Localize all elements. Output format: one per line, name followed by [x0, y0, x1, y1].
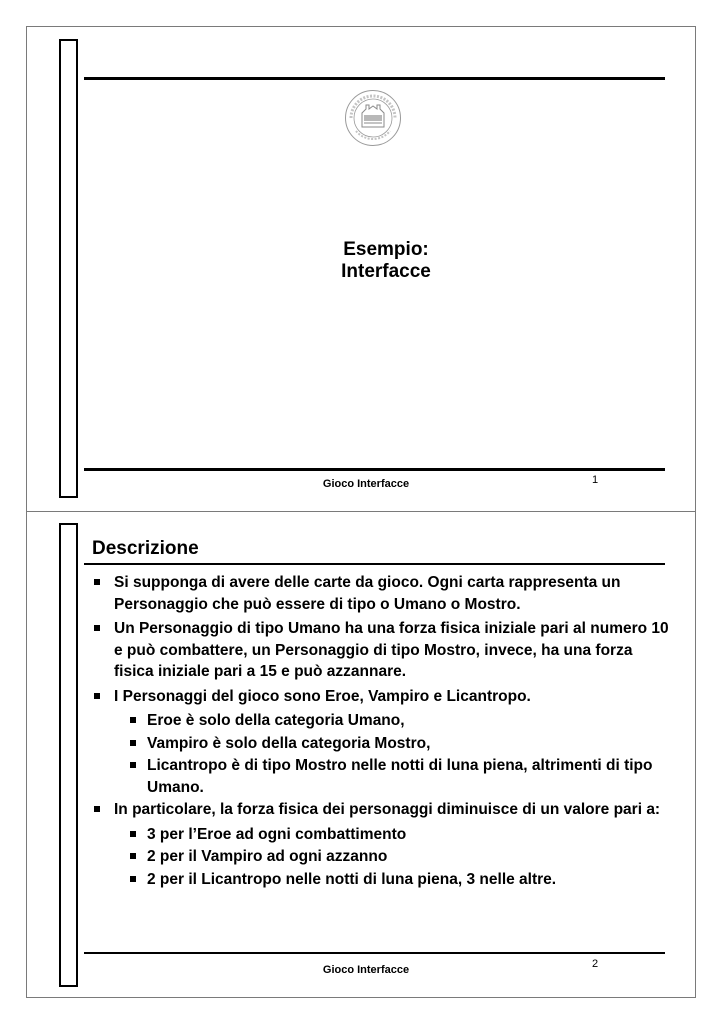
heading-rule	[84, 563, 665, 565]
list-item: Si supponga di avere delle carte da gioco. Ogni carta rappresenta un Personaggio che può essere di tipo o Umano o Mostro.	[92, 572, 672, 615]
slide-footer: Gioco Interfacce	[322, 478, 410, 490]
top-rule	[84, 77, 665, 80]
page-number: 1	[591, 474, 599, 486]
slide-1	[26, 26, 696, 511]
slide-footer: Gioco Interfacce	[322, 964, 410, 976]
bullet-list	[92, 572, 672, 891]
sub-list-item: Eroe è solo della categoria Umano,	[128, 710, 672, 732]
university-seal-icon	[344, 89, 402, 147]
sub-list-item: Vampiro è solo della categoria Mostro,	[128, 733, 672, 755]
list-item: In particolare, la forza fisica dei personaggi diminuisce di un valore pari a:	[92, 799, 672, 821]
list-item: I Personaggi del gioco sono Eroe, Vampiro e Licantropo.	[92, 686, 672, 708]
slide-2	[26, 512, 696, 998]
title-line-2: Interfacce	[341, 261, 431, 282]
sub-list-item: 2 per il Licantropo nelle notti di luna piena, 3 nelle altre.	[128, 869, 672, 891]
slide-side-bar	[59, 523, 78, 987]
slide-heading: Descrizione	[92, 538, 199, 559]
sub-list-item: Licantropo è di tipo Mostro nelle notti di luna piena, altrimenti di tipo Umano.	[128, 755, 672, 798]
page-number: 2	[591, 958, 599, 970]
slide-side-bar	[59, 39, 78, 498]
slide-title	[226, 239, 546, 283]
title-line-1: Esempio:	[343, 239, 429, 260]
bottom-rule	[84, 952, 665, 954]
sub-list-item: 2 per il Vampiro ad ogni azzanno	[128, 846, 672, 868]
list-item: Un Personaggio di tipo Umano ha una forza fisica iniziale pari al numero 10 e può combattere, un Personaggio di tipo Mostro, invece, ha una forza fisica iniziale pari a 15 e può azzannare.	[92, 618, 672, 683]
sub-list-item: 3 per l’Eroe ad ogni combattimento	[128, 824, 672, 846]
bottom-rule	[84, 468, 665, 471]
